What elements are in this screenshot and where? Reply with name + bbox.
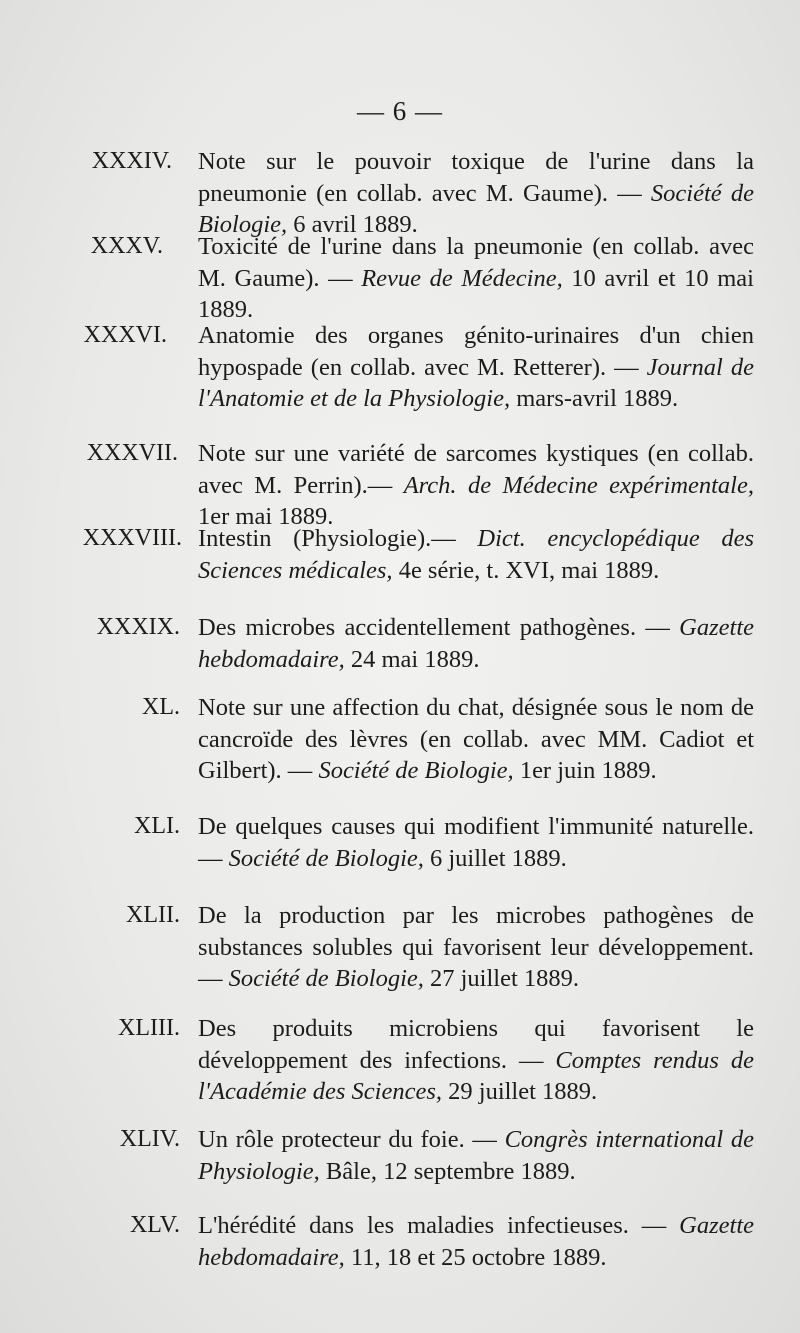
- entry-date: 24 mai 1889.: [350, 645, 480, 673]
- entry-numeral: XXXIX.: [96, 614, 180, 640]
- entry-date: 1er juin 1889.: [519, 757, 657, 784]
- entry-text: [198, 1210, 754, 1273]
- entry-title: Anatomie des organes génito-urinaires d'un chien hypospade (en collab. avec M. Retterer). —: [198, 322, 754, 381]
- entry-title: De quelques causes qui modifient l'immunité naturelle. —: [198, 813, 754, 872]
- entry-numeral: XLV.: [129, 1212, 180, 1238]
- entry-title: Intestin (Physiologie).—: [198, 525, 478, 552]
- entry-title: Des microbes accidentellement pathogènes. —: [198, 614, 680, 641]
- entry-numeral: XXXIV.: [91, 148, 172, 174]
- entry-date: 10 avril et 10 mai 1889.: [198, 264, 754, 323]
- entry-numeral: XLI.: [134, 813, 180, 839]
- entry-date: 6 avril 1889.: [293, 211, 418, 238]
- page-number: — 6 —: [357, 96, 443, 126]
- entry-date: mars-avril 1889.: [516, 385, 679, 412]
- entry-numeral: XLIII.: [118, 1015, 180, 1041]
- entry-date: 1er mai 1889.: [198, 503, 334, 530]
- entry-source: Gazette hebdomadaire,: [198, 614, 754, 673]
- entry-source: Revue de Médecine,: [361, 264, 572, 292]
- entry-date: 6 juillet 1889.: [430, 844, 567, 872]
- entry-title: Note sur une variété de sarcomes kystiques (en collab. avec M. Perrin).—: [198, 440, 754, 499]
- entry-text: [198, 146, 754, 241]
- entry-source: Journal de l'Anatomie et de la Physiologie,: [198, 353, 754, 412]
- entry-text: [198, 900, 754, 995]
- entry-text: [198, 811, 754, 874]
- entry-source: Arch. de Médecine expérimentale,: [403, 471, 754, 499]
- entry-date: 27 juillet 1889.: [430, 965, 580, 992]
- entry-date: 4e série, t. XVI, mai 1889.: [398, 556, 660, 584]
- entry-source: Comptes rendus de l'Académie des Sciences,: [198, 1046, 754, 1105]
- entry-numeral: XL.: [142, 694, 180, 720]
- entry-source: Société de Biologie,: [318, 757, 520, 784]
- entry-title: Des produits microbiens qui favorisent le développement des infections. —: [198, 1015, 754, 1074]
- entry-source: Gazette hebdomadaire,: [198, 1212, 754, 1271]
- entry-numeral: XXXVIII.: [82, 525, 182, 551]
- entry-text: [198, 231, 754, 326]
- entry-source: Congrès international de Physiologie,: [198, 1126, 754, 1185]
- entry-text: [198, 1124, 754, 1187]
- entry-title: Note sur une affection du chat, désignée sous le nom de cancroïde des lèvres (en collab. avec MM. Cadiot et Gilbert). —: [198, 694, 754, 784]
- entry-text: [198, 692, 754, 787]
- entry-numeral: XXXVII.: [86, 440, 178, 466]
- entry-date: Bâle, 12 septembre 1889.: [325, 1157, 576, 1185]
- entry-date: 29 juillet 1889.: [448, 1078, 598, 1105]
- entry-source: Société de Biologie,: [228, 844, 430, 872]
- entry-text: [198, 438, 754, 533]
- entry-text: [198, 320, 754, 415]
- entry-numeral: XLIV.: [119, 1126, 180, 1152]
- entry-title: Toxicité de l'urine dans la pneumonie (en collab. avec M. Gaume). —: [198, 233, 754, 292]
- entry-numeral: XLII.: [126, 902, 180, 928]
- entry-title: L'hérédité dans les maladies infectieuses. —: [198, 1212, 680, 1239]
- entry-source: Société de Biologie,: [228, 965, 430, 992]
- entry-text: [198, 612, 754, 675]
- entry-source: Dict. encyclopédique des Sciences médicales,: [198, 525, 754, 584]
- entry-text: [198, 523, 754, 586]
- entry-title: Note sur le pouvoir toxique de l'urine dans la pneumonie (en collab. avec M. Gaume). —: [198, 148, 754, 207]
- entry-date: 11, 18 et 25 octobre 1889.: [350, 1243, 607, 1271]
- entry-text: [198, 1013, 754, 1108]
- entry-numeral: XXXV.: [90, 233, 163, 259]
- entry-numeral: XXXVI.: [83, 322, 167, 348]
- entry-title: Un rôle protecteur du foie. —: [198, 1126, 505, 1153]
- entry-source: Société de Biologie,: [198, 179, 754, 238]
- entry-title: De la production par les microbes pathogènes de substances solubles qui favorisent leur développement. —: [198, 902, 754, 992]
